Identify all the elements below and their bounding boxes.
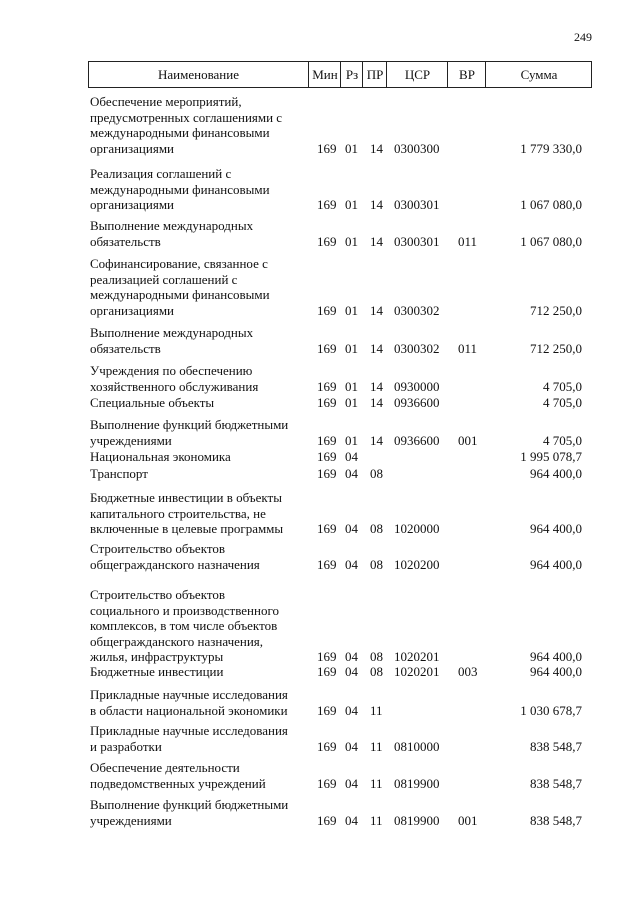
row-name-line: в области национальной экономики (90, 702, 288, 718)
row-name (90, 166, 312, 213)
row-name-line: Транспорт (90, 466, 148, 481)
cell-pr: 14 (370, 302, 383, 318)
row-name-line: Обеспечение деятельности (90, 760, 240, 775)
cell-rz: 01 (345, 340, 358, 356)
row-name-line: жилья, инфраструктуры (90, 649, 224, 664)
cell-csr: 1020201 (394, 649, 440, 664)
row-name (90, 797, 312, 828)
table-header (88, 61, 592, 88)
row-name (90, 541, 312, 572)
row-name-line: учреждениями (90, 812, 172, 828)
cell-rz: 04 (345, 702, 358, 718)
cell-csr: 0936600 (394, 395, 440, 410)
cell-min: 169 (317, 449, 337, 464)
row-name-line: подведомственных учреждений (90, 775, 266, 791)
cell-min: 169 (317, 702, 337, 718)
cell-csr: 1020000 (394, 521, 440, 536)
header-rz: Рз (340, 62, 363, 87)
cell-pr: 14 (370, 140, 383, 156)
row-name-line: международными финансовыми (90, 125, 270, 140)
cell-csr: 0819900 (394, 775, 440, 791)
cell-csr: 0930000 (394, 378, 440, 394)
row-name-line: Специальные объекты (90, 395, 215, 410)
row-name (90, 256, 312, 318)
row-name-line: организациями (90, 197, 174, 212)
row-name-line: Бюджетные инвестиции (90, 664, 224, 679)
row-name (90, 218, 312, 249)
header-pr: ПР (362, 62, 387, 87)
cell-rz: 04 (345, 466, 358, 481)
row-name-line: Реализация соглашений с (90, 166, 232, 181)
cell-rz: 01 (345, 378, 358, 394)
row-name-line: комплексов, в том числе объектов (90, 618, 278, 633)
cell-min: 169 (317, 302, 337, 318)
cell-sum: 712 250,0 (530, 302, 582, 318)
cell-rz: 01 (345, 140, 358, 156)
cell-sum: 838 548,7 (530, 775, 582, 791)
row-name-line: и разработки (90, 738, 162, 754)
cell-csr: 1020201 (394, 664, 440, 679)
row-name-line: включенные в целевые программы (90, 521, 284, 536)
cell-vr: 003 (458, 664, 478, 679)
row-name-line: предусмотренных соглашениями с (90, 109, 283, 125)
cell-csr: 0300300 (394, 140, 440, 156)
header-vr: ВР (447, 62, 486, 87)
cell-pr: 11 (370, 812, 383, 828)
cell-rz: 04 (345, 775, 358, 791)
row-name-line: Строительство объектов (90, 587, 225, 602)
cell-sum: 1 779 330,0 (520, 140, 582, 156)
cell-rz: 04 (345, 521, 358, 536)
row-name-line: хозяйственного обслуживания (90, 378, 259, 394)
cell-sum: 964 400,0 (530, 664, 582, 679)
cell-rz: 04 (345, 664, 358, 679)
row-name-line: общегражданского назначения (90, 556, 260, 572)
row-name (90, 723, 312, 754)
row-name-line: международными финансовыми (90, 287, 270, 302)
row-name-line: капитального строительства, не (90, 505, 266, 521)
row-name (90, 94, 312, 156)
cell-pr: 14 (370, 378, 383, 394)
page-number: 249 (574, 30, 592, 44)
cell-rz: 04 (345, 556, 358, 572)
cell-sum: 964 400,0 (530, 556, 582, 572)
row-name-line: Бюджетные инвестиции в объекты (90, 490, 282, 505)
cell-rz: 04 (345, 812, 358, 828)
cell-pr: 14 (370, 197, 383, 212)
row-name-line: международными финансовыми (90, 181, 270, 197)
cell-min: 169 (317, 664, 337, 679)
row-name (90, 325, 312, 356)
cell-rz: 01 (345, 432, 358, 448)
cell-rz: 04 (345, 649, 358, 664)
row-name-line: обязательств (90, 340, 161, 356)
cell-sum: 964 400,0 (530, 649, 582, 664)
cell-csr: 0300301 (394, 197, 440, 212)
header-csr: ЦСР (386, 62, 448, 87)
row-name (90, 664, 312, 680)
cell-sum: 1 067 080,0 (520, 233, 582, 249)
cell-pr: 11 (370, 775, 383, 791)
cell-csr: 0810000 (394, 738, 440, 754)
row-name-line: социального и производственного (90, 602, 279, 618)
row-name (90, 363, 312, 394)
cell-min: 169 (317, 556, 337, 572)
row-name-line: учреждениями (90, 432, 172, 448)
row-name (90, 587, 312, 665)
row-name (90, 395, 312, 411)
row-name-line: Выполнение международных (90, 325, 254, 340)
cell-sum: 4 705,0 (543, 395, 582, 410)
cell-pr: 08 (370, 556, 383, 572)
cell-min: 169 (317, 432, 337, 448)
cell-csr: 0300301 (394, 233, 440, 249)
cell-min: 169 (317, 378, 337, 394)
row-name-line: организациями (90, 302, 174, 318)
header-min: Мин (308, 62, 341, 87)
cell-pr: 14 (370, 233, 383, 249)
cell-pr: 08 (370, 649, 383, 664)
row-name (90, 760, 312, 791)
cell-csr: 0936600 (394, 432, 440, 448)
row-name (90, 466, 312, 482)
cell-pr: 08 (370, 466, 383, 481)
cell-sum: 1 995 078,7 (520, 449, 582, 464)
cell-rz: 01 (345, 233, 358, 249)
cell-rz: 01 (345, 197, 358, 212)
row-name-line: реализацией соглашений с (90, 271, 238, 287)
cell-min: 169 (317, 738, 337, 754)
cell-sum: 4 705,0 (543, 378, 582, 394)
cell-pr: 14 (370, 340, 383, 356)
header-sum: Сумма (485, 62, 592, 87)
row-name-line: общегражданского назначения, (90, 633, 264, 649)
header-name: Наименование (158, 67, 239, 82)
row-name (90, 687, 312, 718)
cell-rz: 01 (345, 302, 358, 318)
cell-pr: 08 (370, 521, 383, 536)
row-name-line: Прикладные научные исследования (90, 723, 288, 738)
cell-min: 169 (317, 233, 337, 249)
row-name-line: Учреждения по обеспечению (90, 363, 253, 378)
cell-pr: 11 (370, 738, 383, 754)
cell-min: 169 (317, 775, 337, 791)
cell-sum: 964 400,0 (530, 466, 582, 481)
cell-sum: 964 400,0 (530, 521, 582, 536)
cell-rz: 01 (345, 395, 358, 410)
cell-rz: 04 (345, 738, 358, 754)
cell-min: 169 (317, 140, 337, 156)
cell-min: 169 (317, 340, 337, 356)
cell-vr: 011 (458, 233, 478, 249)
row-name-line: Строительство объектов (90, 541, 225, 556)
cell-csr: 1020200 (394, 556, 440, 572)
row-name (90, 490, 312, 537)
cell-sum: 838 548,7 (530, 812, 582, 828)
cell-pr: 08 (370, 664, 383, 679)
cell-csr: 0300302 (394, 340, 440, 356)
row-name-line: Национальная экономика (90, 449, 231, 464)
row-name-line: Софинансирование, связанное с (90, 256, 268, 271)
cell-pr: 14 (370, 395, 383, 410)
cell-min: 169 (317, 197, 337, 212)
cell-sum: 712 250,0 (530, 340, 582, 356)
cell-min: 169 (317, 812, 337, 828)
cell-sum: 1 067 080,0 (520, 197, 582, 212)
cell-csr: 0300302 (394, 302, 440, 318)
cell-min: 169 (317, 466, 337, 481)
row-name-line: Выполнение функций бюджетными (90, 797, 289, 812)
cell-min: 169 (317, 521, 337, 536)
row-name-line: Прикладные научные исследования (90, 687, 288, 702)
cell-rz: 04 (345, 449, 358, 464)
cell-sum: 4 705,0 (543, 432, 582, 448)
cell-vr: 011 (458, 340, 478, 356)
cell-min: 169 (317, 395, 337, 410)
row-name (90, 417, 312, 448)
cell-csr: 0819900 (394, 812, 440, 828)
row-name-line: Обеспечение мероприятий, (90, 94, 242, 109)
cell-min: 169 (317, 649, 337, 664)
cell-sum: 838 548,7 (530, 738, 582, 754)
row-name-line: организациями (90, 140, 174, 156)
row-name-line: Выполнение функций бюджетными (90, 417, 289, 432)
cell-vr: 001 (458, 432, 478, 448)
row-name (90, 449, 312, 465)
row-name-line: Выполнение международных (90, 218, 254, 233)
cell-pr: 14 (370, 432, 383, 448)
cell-pr: 11 (370, 702, 383, 718)
row-name-line: обязательств (90, 233, 161, 249)
cell-vr: 001 (458, 812, 478, 828)
cell-sum: 1 030 678,7 (520, 702, 582, 718)
